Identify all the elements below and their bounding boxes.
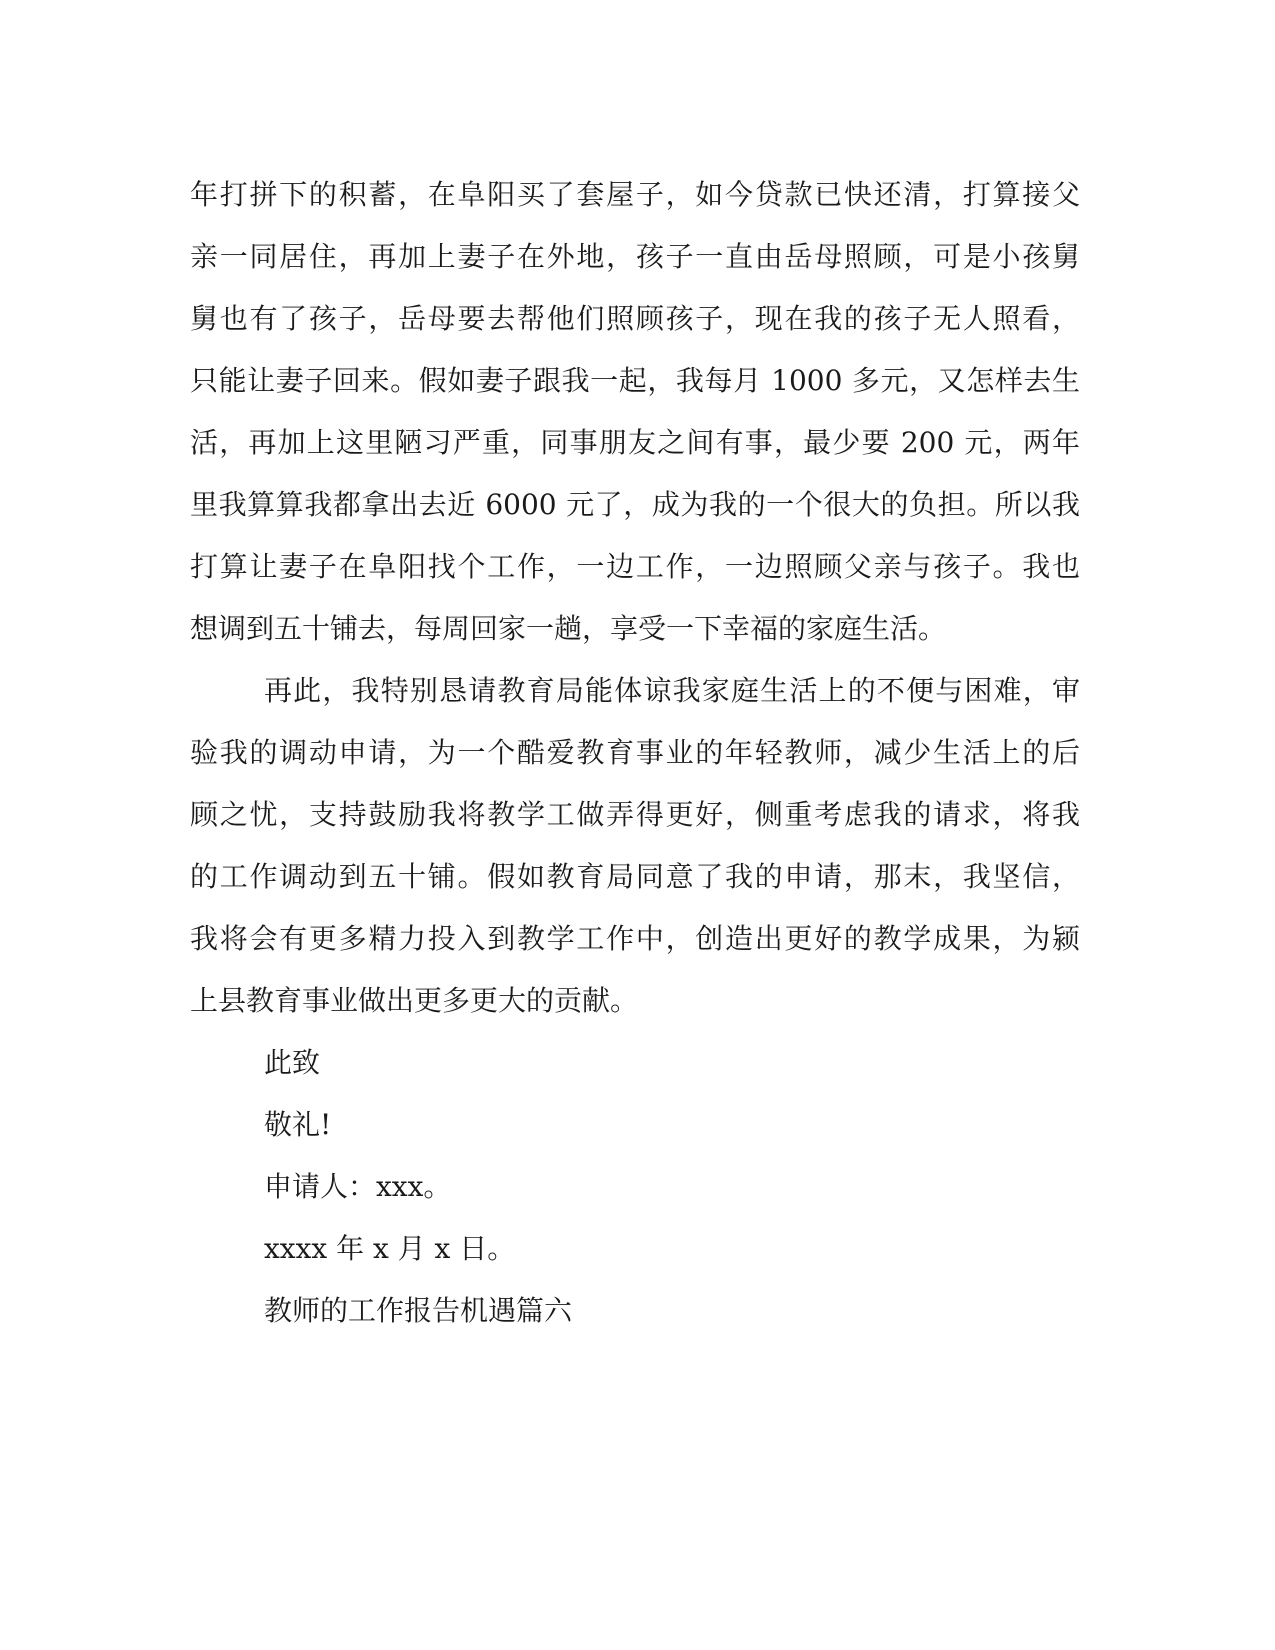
closing-respect: 敬礼! bbox=[264, 1108, 332, 1141]
text-line: 活，再加上这里陋习严重，同事朋友之间有事，最少要 200 元，两年 bbox=[190, 426, 1080, 459]
paragraph-family-situation bbox=[190, 164, 1080, 660]
letter-date: xxxx 年 x 月 x 日。 bbox=[264, 1232, 516, 1265]
applicant-signature: 申请人：xxx。 bbox=[264, 1170, 452, 1203]
text-line: 舅也有了孩子，岳母要去帮他们照顾孩子，现在我的孩子无人照看， bbox=[190, 302, 1080, 335]
paragraph-request bbox=[190, 660, 1080, 1032]
letter-body bbox=[190, 164, 1080, 1342]
text-line: 亲一同居住，再加上妻子在外地，孩子一直由岳母照顾，可是小孩舅 bbox=[190, 240, 1080, 273]
closing-salutation: 此致 bbox=[264, 1046, 321, 1079]
text-line: 顾之忧，支持鼓励我将教学工做弄得更好，侧重考虑我的请求，将我 bbox=[190, 798, 1080, 831]
text-line: 的工作调动到五十铺。假如教育局同意了我的申请，那末，我坚信， bbox=[190, 860, 1080, 893]
text-line: 想调到五十铺去，每周回家一趟，享受一下幸福的家庭生活。 bbox=[190, 612, 947, 645]
text-line: 验我的调动申请，为一个酷爱教育事业的年轻教师，减少生活上的后 bbox=[190, 736, 1080, 769]
text-line: 里我算算我都拿出去近 6000 元了，成为我的一个很大的负担。所以我 bbox=[190, 488, 1080, 521]
text-line: 只能让妻子回来。假如妻子跟我一起，我每月 1000 多元，又怎样去生 bbox=[190, 364, 1080, 397]
text-line: 我将会有更多精力投入到教学工作中，创造出更好的教学成果，为颍 bbox=[190, 922, 1080, 955]
text-line: 上县教育事业做出更多更大的贡献。 bbox=[190, 984, 639, 1017]
next-section-heading: 教师的工作报告机遇篇六 bbox=[264, 1294, 573, 1327]
text-line: 再此，我特别恳请教育局能体谅我家庭生活上的不便与困难，审 bbox=[264, 674, 1080, 707]
text-line: 打算让妻子在阜阳找个工作，一边工作，一边照顾父亲与孩子。我也 bbox=[190, 550, 1080, 583]
letter-closing bbox=[190, 1032, 1080, 1342]
text-line: 年打拼下的积蓄，在阜阳买了套屋子，如今贷款已快还清，打算接父 bbox=[190, 178, 1080, 211]
